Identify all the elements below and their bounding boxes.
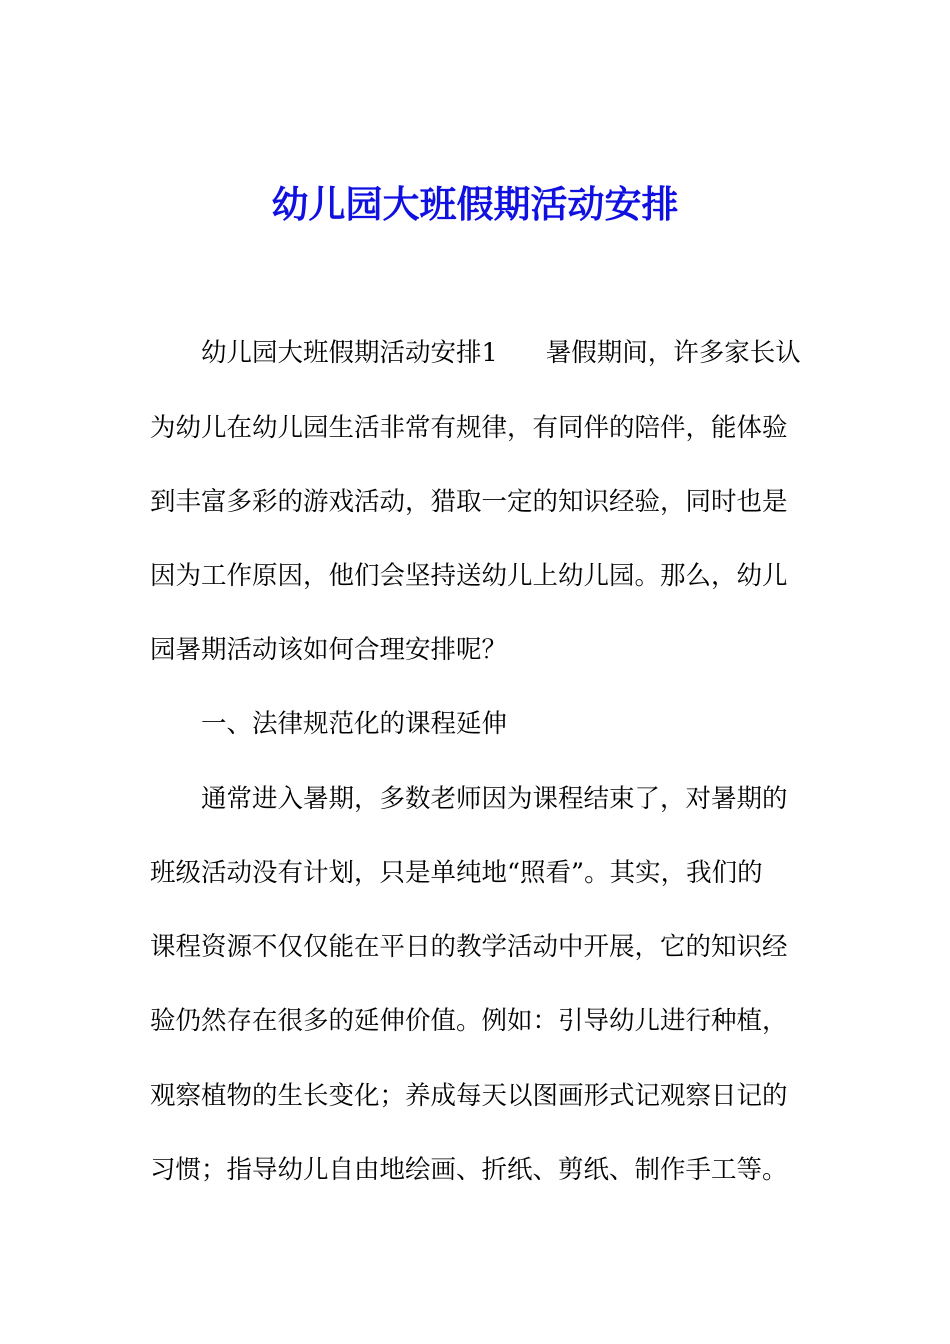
paragraph-line: 为幼儿在幼儿园生活非常有规律，有同伴的陪伴，能体验 — [150, 413, 788, 443]
paragraph-line: 通常进入暑期，多数老师因为课程结束了，对暑期的 — [201, 784, 788, 814]
paragraph-line: 观察植物的生长变化；养成每天以图画形式记观察日记的 — [150, 1081, 788, 1111]
paragraph-line: 班级活动没有计划，只是单纯地“照看”。其实，我们的 — [150, 858, 763, 888]
paragraph-line: 验仍然存在很多的延伸价值。例如：引导幼儿进行种植， — [150, 1006, 788, 1036]
document-title: 幼儿园大班假期活动安排 — [271, 182, 679, 226]
section-heading-inline: 幼儿园大班假期活动安排1 — [201, 338, 498, 368]
paragraph-text: 暑假期间，许多家长认 — [545, 338, 801, 368]
paragraph-line: 到丰富多彩的游戏活动，猎取一定的知识经验，同时也是 — [150, 487, 788, 517]
paragraph-line: 园暑期活动该如何合理安排呢？ — [150, 635, 508, 665]
paragraph-line: 课程资源不仅仅能在平日的教学活动中开展，它的知识经 — [150, 932, 788, 962]
paragraph-line — [201, 333, 801, 373]
section-heading: 一、法律规范化的课程延伸 — [201, 709, 508, 739]
paragraph-line: 因为工作原因，他们会坚持送幼儿上幼儿园。那么，幼儿 — [150, 561, 788, 591]
paragraph-line: 习惯；指导幼儿自由地绘画、折纸、剪纸、制作手工等。 — [150, 1155, 788, 1185]
